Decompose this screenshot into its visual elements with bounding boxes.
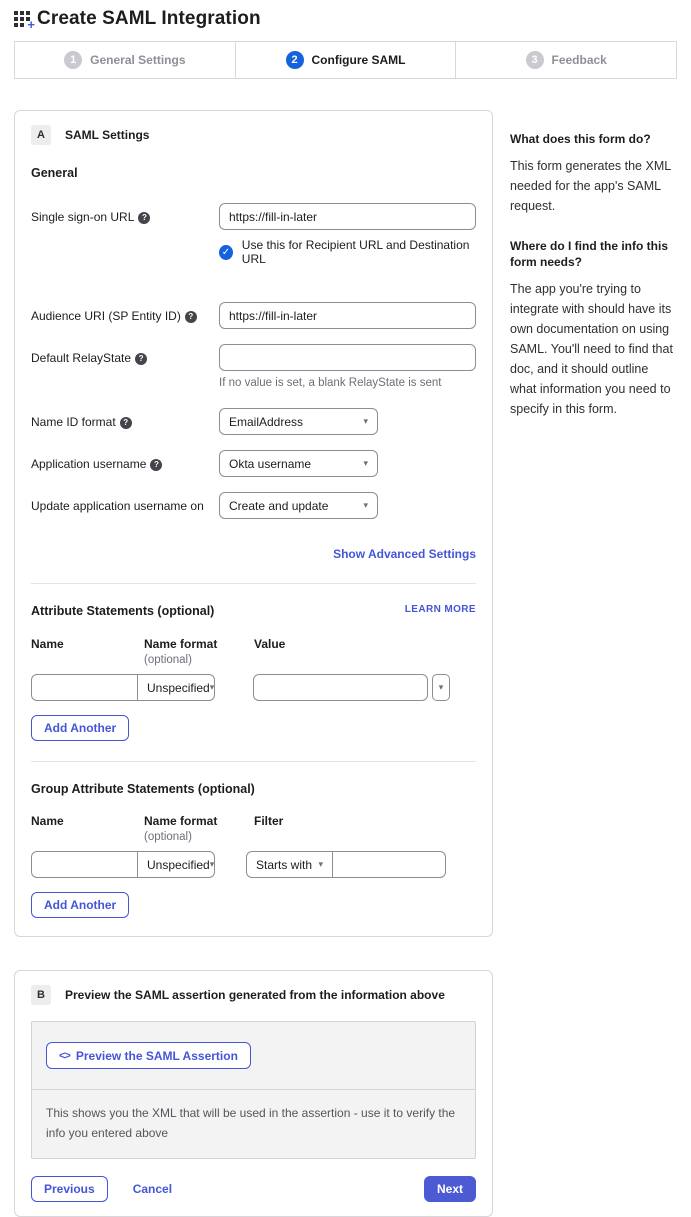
chevron-down-icon: ▾ xyxy=(363,500,368,510)
recipient-url-checkbox[interactable]: ✓ xyxy=(219,245,233,260)
attr-name-input[interactable] xyxy=(31,674,138,701)
preview-card xyxy=(14,970,493,1217)
section-b-badge: B xyxy=(31,985,51,1005)
attr-col-value: Value xyxy=(254,637,286,651)
learn-more-link[interactable]: LEARN MORE xyxy=(404,604,476,615)
preview-note: This shows you the XML that will be used in the assertion - use it to verify the info you entered above xyxy=(46,1106,456,1140)
step-1-label: General Settings xyxy=(90,53,186,67)
update-username-select[interactable]: Create and update ▾ xyxy=(219,492,378,519)
wizard-footer xyxy=(31,1176,476,1202)
relay-state-label: Default RelayState ? xyxy=(31,344,219,389)
show-advanced-settings-link[interactable]: Show Advanced Settings xyxy=(333,547,476,561)
group-attribute-statement-row xyxy=(31,851,476,878)
help-question-2: Where do I find the info this form needs? xyxy=(510,239,668,269)
audience-uri-label: Audience URI (SP Entity ID) ? xyxy=(31,302,219,329)
sso-url-label: Single sign-on URL ? xyxy=(31,203,219,287)
previous-button[interactable]: Previous xyxy=(31,1176,108,1202)
group-filter-value-input[interactable] xyxy=(332,851,446,878)
chevron-down-icon: ▾ xyxy=(438,682,444,692)
group-format-optional: (optional) xyxy=(144,831,192,843)
sso-url-input[interactable] xyxy=(219,203,476,230)
name-id-format-select[interactable]: EmailAddress ▾ xyxy=(219,408,378,435)
step-feedback[interactable] xyxy=(456,42,676,78)
wizard-steps xyxy=(14,41,677,79)
app-username-help-icon[interactable]: ? xyxy=(150,459,162,471)
attr-format-optional: (optional) xyxy=(144,654,192,666)
step-1-badge: 1 xyxy=(64,51,82,69)
chevron-down-icon: ▾ xyxy=(363,416,368,426)
page-title: Create SAML Integration xyxy=(37,8,261,29)
divider xyxy=(31,583,476,584)
divider xyxy=(31,761,476,762)
page-header xyxy=(14,8,677,30)
section-a-badge: A xyxy=(31,125,51,145)
step-2-badge: 2 xyxy=(286,51,304,69)
name-id-format-help-icon[interactable]: ? xyxy=(120,417,132,429)
group-filter-select[interactable]: Starts with ▾ xyxy=(246,851,333,878)
code-icon: <> xyxy=(59,1049,70,1062)
preview-box xyxy=(31,1021,476,1159)
saml-settings-card xyxy=(14,110,493,937)
preview-title: Preview the SAML assertion generated from the information above xyxy=(65,988,445,1002)
group-format-select[interactable]: Unspecified ▾ xyxy=(137,851,215,878)
general-heading: General xyxy=(31,166,78,180)
step-3-badge: 3 xyxy=(526,51,544,69)
name-id-format-label: Name ID format ? xyxy=(31,408,219,435)
step-configure-saml[interactable] xyxy=(236,42,457,78)
attr-add-another-button[interactable]: Add Another xyxy=(31,715,129,741)
chevron-down-icon: ▾ xyxy=(318,859,323,869)
group-add-another-button[interactable]: Add Another xyxy=(31,892,129,918)
chevron-down-icon: ▾ xyxy=(209,859,215,869)
app-grid-plus-icon xyxy=(14,9,35,32)
help-question-1: What does this form do? xyxy=(510,132,651,146)
help-sidebar xyxy=(510,110,677,441)
group-col-name: Name xyxy=(31,814,64,828)
group-attribute-statements-title: Group Attribute Statements (optional) xyxy=(31,782,255,796)
relay-state-help-icon[interactable]: ? xyxy=(135,353,147,365)
group-col-format: Name format xyxy=(144,814,218,828)
preview-saml-assertion-button[interactable]: <> Preview the SAML Assertion xyxy=(46,1042,251,1069)
step-general-settings[interactable] xyxy=(15,42,236,78)
update-username-label: Update application username on xyxy=(31,499,204,513)
group-name-input[interactable] xyxy=(31,851,138,878)
audience-uri-input[interactable] xyxy=(219,302,476,329)
help-answer-1: This form generates the XML needed for the app's SAML request. xyxy=(510,159,671,213)
next-button[interactable]: Next xyxy=(424,1176,476,1202)
attr-format-select[interactable]: Unspecified ▾ xyxy=(137,674,215,701)
attr-value-input[interactable] xyxy=(253,674,428,701)
chevron-down-icon: ▾ xyxy=(209,682,215,692)
step-3-label: Feedback xyxy=(551,53,607,67)
attr-col-name: Name xyxy=(31,637,64,651)
app-username-select[interactable]: Okta username ▾ xyxy=(219,450,378,477)
recipient-url-checkbox-label: Use this for Recipient URL and Destination URL xyxy=(241,238,470,266)
help-answer-2: The app you're trying to integrate with should have its own documentation on using SAML. You'll need to find that doc, and it should outline what information you need to specify in this form. xyxy=(510,282,673,416)
attribute-statement-row xyxy=(31,674,476,701)
attr-value-dropdown-button[interactable] xyxy=(432,674,450,701)
plus-icon: + xyxy=(27,17,35,32)
group-col-filter: Filter xyxy=(254,814,284,828)
app-username-label: Application username ? xyxy=(31,450,219,477)
cancel-link[interactable]: Cancel xyxy=(132,1182,173,1196)
step-2-label: Configure SAML xyxy=(311,53,406,67)
relay-state-input[interactable] xyxy=(219,344,476,371)
attribute-statements-title: Attribute Statements (optional) xyxy=(31,604,215,618)
sso-url-help-icon[interactable]: ? xyxy=(138,212,150,224)
relay-state-hint: If no value is set, a blank RelayState is sent xyxy=(219,377,442,389)
audience-uri-help-icon[interactable]: ? xyxy=(185,311,197,323)
chevron-down-icon: ▾ xyxy=(363,458,368,468)
saml-settings-title: SAML Settings xyxy=(65,128,150,142)
attr-col-format: Name format xyxy=(144,637,218,651)
